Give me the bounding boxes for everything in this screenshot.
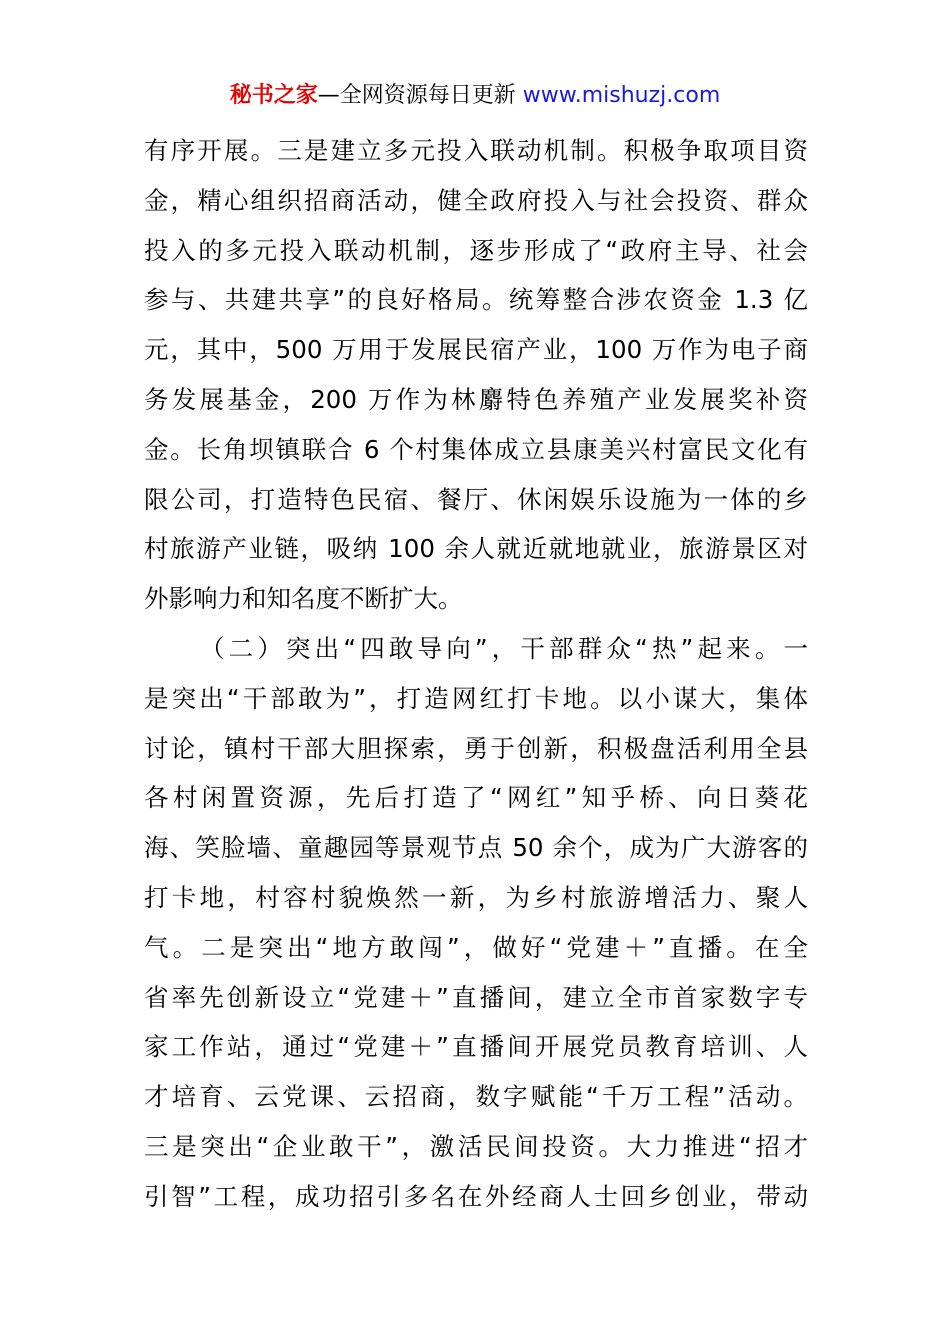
- text-line: 有序开展。三是建立多元投入联动机制。积极争取项目资: [144, 136, 808, 165]
- site-header: [0, 80, 950, 112]
- text-line: 家工作站，通过“党建＋”直播间开展党员教育培训、人: [144, 1032, 808, 1062]
- document-body: [144, 126, 808, 1222]
- text-line: 引智”工程，成功招引多名在外经商人士回乡创业，带动: [144, 1181, 808, 1211]
- text-line: 村旅游产业链，吸纳 100 余人就近就地就业，旅游景区对: [144, 534, 808, 564]
- text-line: 打卡地，村容村貌焕然一新，为乡村旅游增活力、聚人: [144, 882, 808, 912]
- text-line: 投入的多元投入联动机制，逐步形成了“政府主导、社会: [144, 235, 808, 265]
- text-line: 各村闲置资源，先后打造了“网红”知乎桥、向日葵花: [144, 783, 808, 813]
- site-url-link[interactable]: www.mishuzj.com: [522, 83, 721, 108]
- text-line: 参与、共建共享”的良好格局。统筹整合涉农资金 1.3 亿: [144, 285, 808, 315]
- site-tagline: —全网资源每日更新: [317, 83, 516, 108]
- text-line: 三是突出“企业敢干”，激活民间投资。大力推进“招才: [144, 1131, 808, 1161]
- text-line: 海、笑脸墙、童趣园等景观节点 50 余个，成为广大游客的: [144, 833, 808, 863]
- text-line: 金，精心组织招商活动，健全政府投入与社会投资、群众: [144, 185, 808, 215]
- text-line: 省率先创新设立“党建＋”直播间，建立全市首家数字专: [144, 982, 808, 1012]
- text-line: 外影响力和知名度不断扩大。: [144, 584, 463, 614]
- text-line: 限公司，打造特色民宿、餐厅、休闲娱乐设施为一体的乡: [144, 484, 808, 514]
- text-line: 金。长角坝镇联合 6 个村集体成立县康美兴村富民文化有: [144, 434, 808, 464]
- text-line: 元，其中，500 万用于发展民宿产业，100 万作为电子商: [144, 335, 808, 365]
- paragraph-first-line: （二）突出“四敢导向”，干部群众“热”起来。一: [200, 633, 808, 663]
- text-line: 讨论，镇村干部大胆探索，勇于创新，积极盘活利用全县: [144, 733, 808, 763]
- brand-name: 秘书之家: [229, 83, 318, 108]
- text-line: 务发展基金，200 万作为林麝特色养殖产业发展奖补资: [144, 384, 808, 414]
- text-line: 是突出“干部敢为”，打造网红打卡地。以小谋大，集体: [144, 683, 808, 713]
- text-line: 才培育、云党课、云招商，数字赋能“千万工程”活动。: [144, 1082, 808, 1112]
- text-line: 气。二是突出“地方敢闯”，做好“党建＋”直播。在全: [144, 932, 808, 962]
